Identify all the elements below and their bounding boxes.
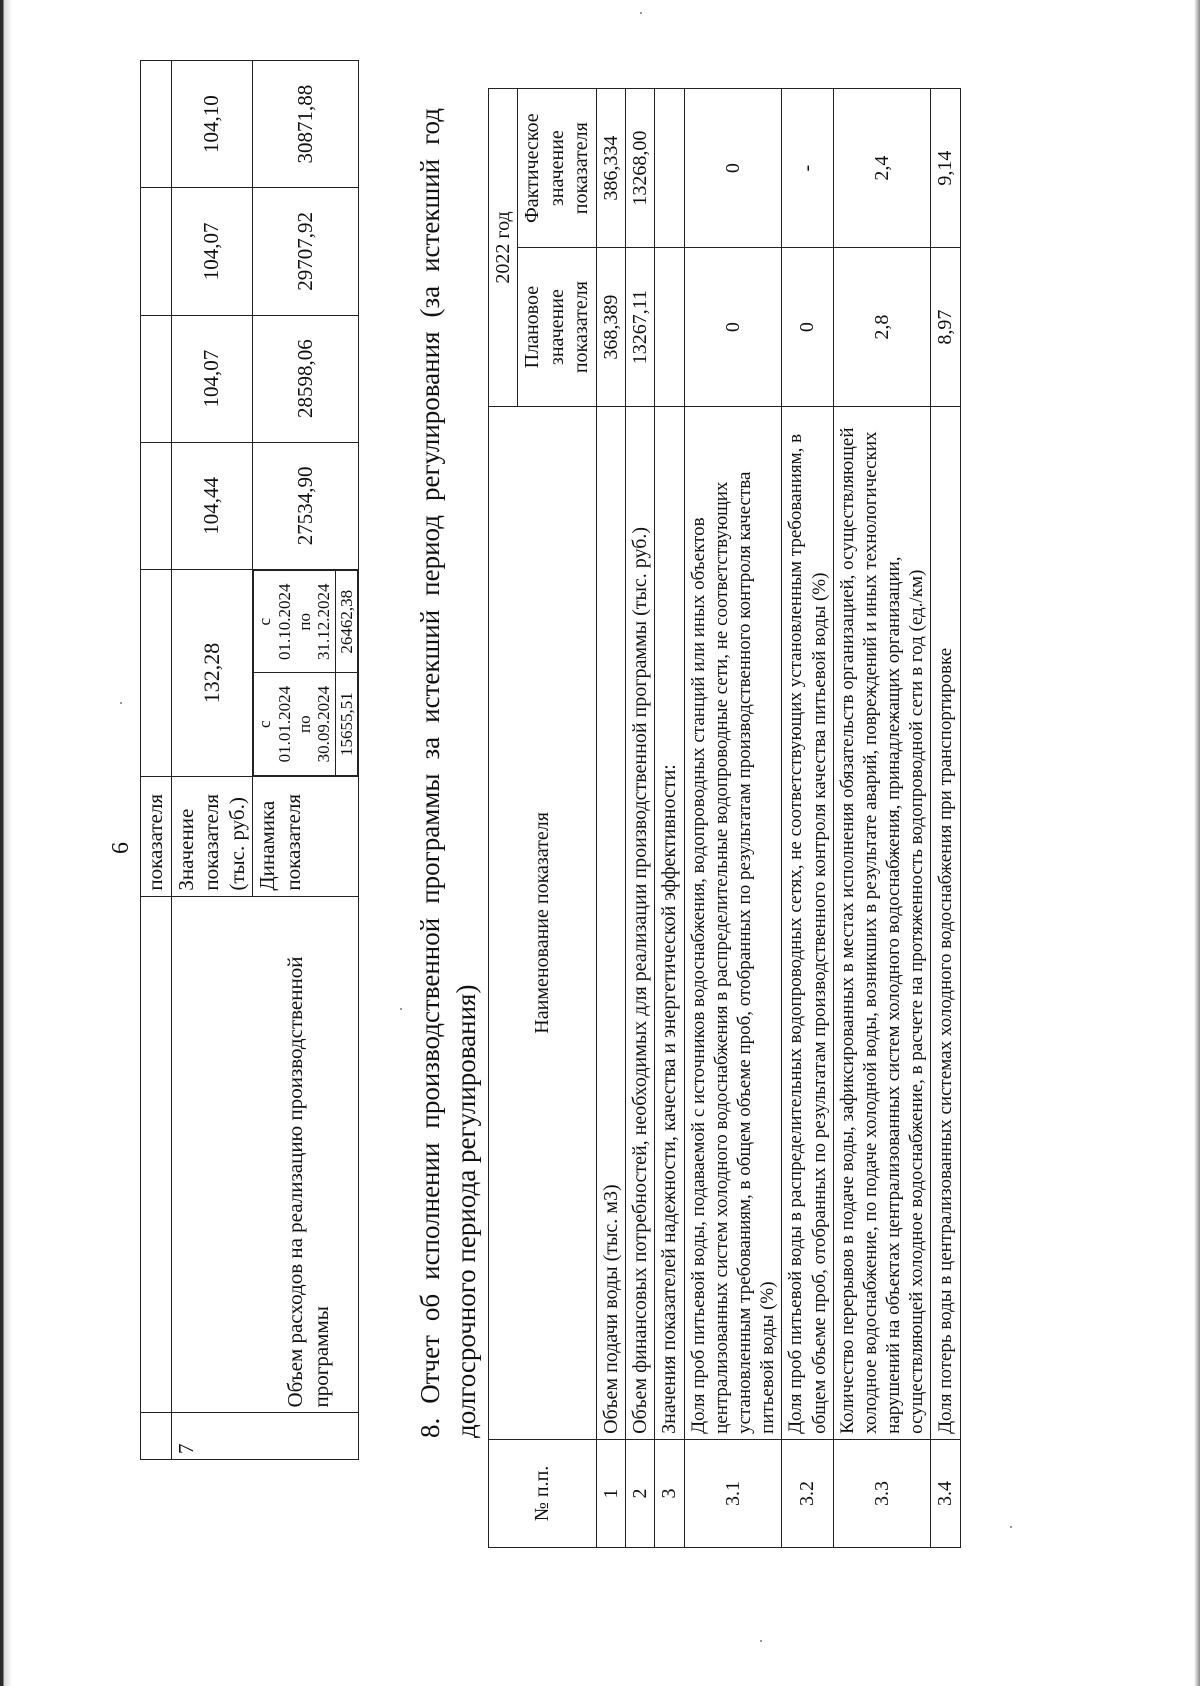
table-row: 2 Объем финансовых потребностей, необходимых для реализации производственной программы (тыс. руб.) 13267,11 13268,00 (625, 89, 654, 1548)
column-header-name: Наименование показателя (489, 406, 597, 1439)
header-cell: показателя (141, 776, 172, 896)
page-number: 6 (108, 842, 134, 854)
split-period-table: с 01.01.2024 по 30.09.2024 с 01.10.2024 по 31.12.2024 15655,51 26462,38 (253, 570, 358, 776)
row-name: Объем расходов на реализацию производственной программы (171, 896, 359, 1413)
table-row: 3.4 Доля потерь воды в централизованных системах холодного водоснабжения при транспортировке 8,97 9,14 (931, 89, 960, 1548)
column-header-no: № п.п. (489, 1439, 597, 1547)
table-row (141, 61, 172, 1460)
table-row: 3.3 Количество перерывов в подаче воды, зафиксированных в местах исполнения обязательств организацией, осуществляющей холодное водоснабжение, по подаче холодной воды, возникших в результате аварий, повреждений и иных технологических нарушений на объектах централизованных систем холодного водоснабжения, принадлежащих организации, осуществляющей холодное водоснабжение, в расчете на протяженность водопроводной сети в год (ед./км) 2,8 2,4 (833, 89, 931, 1548)
column-header-fact: Фактическое значение показателя (518, 89, 596, 248)
dynamic-value: 27534,90 (253, 442, 359, 569)
expenses-table (140, 60, 359, 1460)
heading-line: долгосрочного периода регулирования) (451, 984, 482, 1438)
dynamic-value: 30871,88 (253, 61, 359, 188)
rotated-landscape-content (0, 60, 1120, 1660)
table-row: 1 Объем подачи воды (тыс. м3) 368,389 386,334 (596, 89, 625, 1548)
value-cell: 104,44 (171, 442, 253, 569)
split-period-cell (253, 570, 359, 777)
value-main: 132,28 (171, 570, 253, 777)
split-value: 26462,38 (335, 571, 358, 673)
table-header-row (489, 89, 518, 1548)
table-row (171, 61, 253, 1460)
column-header-plan: Плановое значение показателя (518, 248, 596, 407)
column-header-year: 2022 год (489, 89, 518, 407)
dynamic-label: Динамика показателя (253, 776, 359, 896)
value-cell: 104,07 (171, 315, 253, 442)
program-report-table (488, 88, 961, 1548)
heading-line: 8. Отчет об исполнении производственной программы за истекший период регулирования (за истекший год (415, 108, 445, 1438)
scan-speck (640, 12, 642, 14)
split-value: 15655,51 (335, 673, 358, 775)
dynamic-value: 29707,92 (253, 188, 359, 315)
value-cell: 104,07 (171, 188, 253, 315)
table-row: 3.2 Доля проб питьевой воды в распределительных водопроводных сетях, не соответствующих установленным требованиям, в общем объеме проб, отобранных по результатам производственного контроля качества питьевой воды (%) 0 - (782, 89, 833, 1548)
table-row: 3.1 Доля проб питьевой воды, подаваемой с источников водоснабжения, водопроводных станций или иных объектов централизованных систем холодного водоснабжения в распределительные водопроводные сети, не соответствующих установленным требованиям, в общем объеме проб, отобранных по результатам производственного контроля качества питьевой воды (%) 0 0 (684, 89, 782, 1548)
value-cell: 104,10 (171, 61, 253, 188)
dynamic-value: 28598,06 (253, 315, 359, 442)
scan-right-edge (1194, 0, 1200, 1686)
value-label: Значение показателя (тыс. руб.) (171, 776, 253, 896)
table-row: 3 Значения показателей надежности, качества и энергетической эффективности: (655, 89, 684, 1548)
section-8-heading (412, 108, 485, 1438)
row-number: 7 (171, 1413, 359, 1460)
